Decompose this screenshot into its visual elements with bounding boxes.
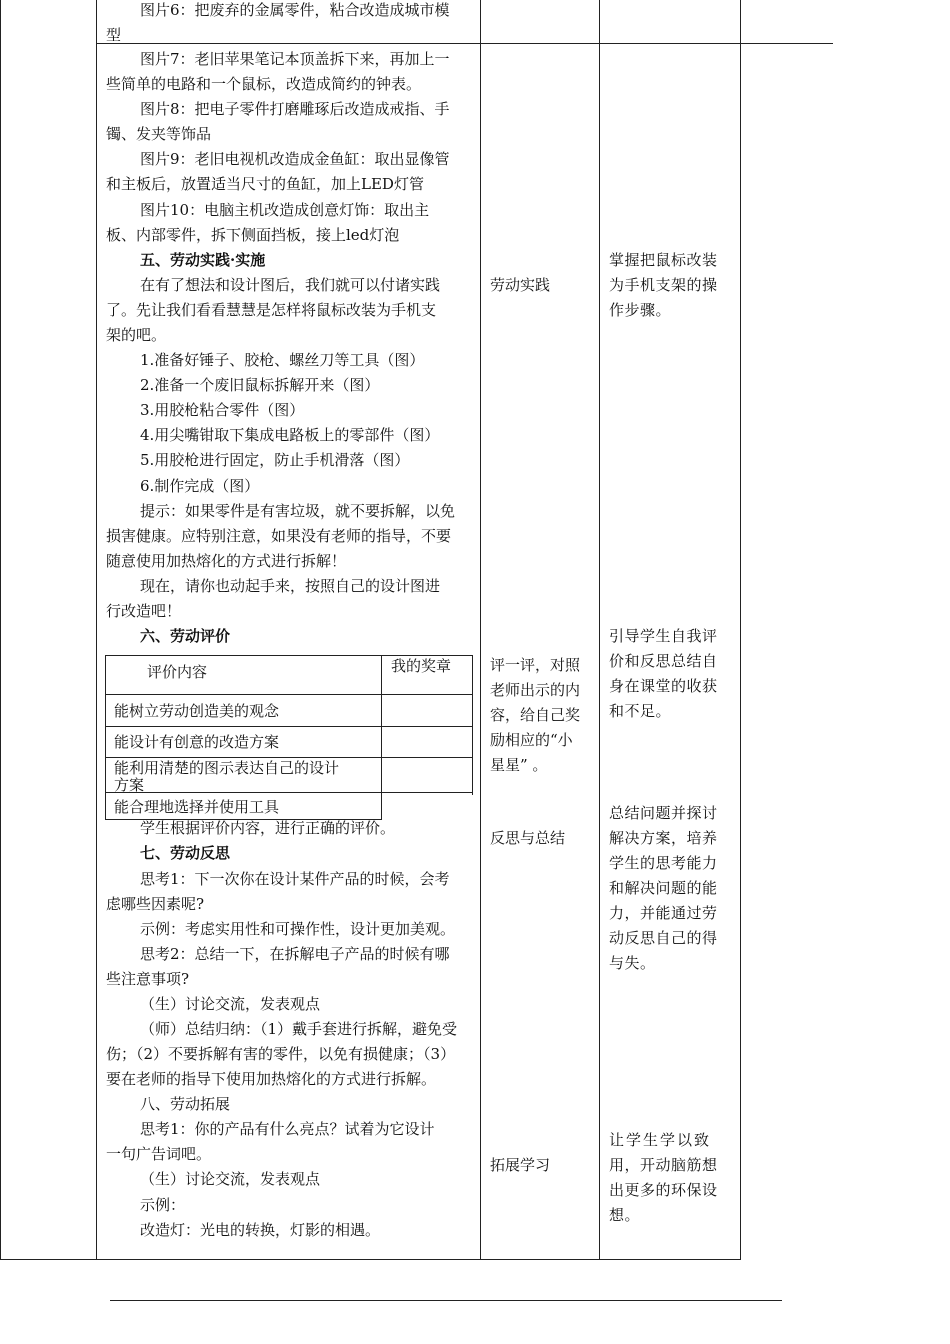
- text-line: （师）总结归纳：（1）戴手套进行拆解，避免受: [140, 1020, 458, 1038]
- evaluation-table: [105, 655, 473, 820]
- intent-practice: [609, 248, 735, 323]
- text-line: 老师出示的内: [490, 681, 581, 699]
- text-line: 星星” 。: [490, 756, 548, 774]
- text-line: 思考1：你的产品有什么亮点？试着为它设计: [140, 1120, 435, 1138]
- text-line: 架的吧。: [106, 326, 167, 344]
- text-line: 镯、发夹等饰品: [106, 125, 212, 143]
- column-divider-1: [96, 0, 97, 1260]
- section-heading-8: 八、劳动拓展: [140, 1095, 231, 1113]
- text-line: 些简单的电路和一个鼠标，改造成简约的钟表。: [106, 75, 422, 93]
- text-line: 学生的思考能力: [609, 854, 718, 872]
- text-line: 伤；（2）不要拆解有害的零件，以免有损健康；（3）: [106, 1045, 456, 1063]
- eval-header-award: 我的奖章: [391, 657, 452, 675]
- section-heading-7: 七、劳动反思: [140, 844, 231, 862]
- text-line: 板、内部零件，拆下侧面挡板，接上led灯泡: [106, 226, 400, 244]
- text-line: 励相应的“小: [490, 731, 573, 749]
- step-item: 5.用胶枪进行固定，防止手机滑落（图）: [140, 451, 410, 469]
- text-line: 动反思自己的得: [609, 929, 718, 947]
- activity-eval: [490, 653, 592, 778]
- text-line: 了。先让我们看看慧慧是怎样将鼠标改装为手机支: [106, 301, 437, 319]
- text-line: 要在老师的指导下使用加热熔化的方式进行拆解。: [106, 1070, 437, 1088]
- intent-reflect: [609, 801, 735, 976]
- text-line: 作步骤。: [609, 301, 672, 319]
- intent-eval: [609, 624, 735, 724]
- text-line: 容，给自己奖: [490, 706, 581, 724]
- text-line: 想。: [609, 1206, 641, 1224]
- text-line: 图片10：电脑主机改造成创意灯饰：取出主: [140, 201, 430, 219]
- text-line: 虑哪些因素呢?: [106, 895, 205, 913]
- text-line: 身在课堂的收获: [609, 677, 718, 695]
- text-line: 在有了想法和设计图后，我们就可以付诸实践: [140, 276, 441, 294]
- text-line: 一句广告词吧。: [106, 1145, 212, 1163]
- text-line: 图片6：把废弃的金属零件，粘合改造成城市模: [140, 1, 450, 19]
- intent-expand: [609, 1128, 735, 1228]
- text-line: 让学生学以致: [609, 1131, 712, 1149]
- text-line: （生）讨论交流，发表观点: [140, 1170, 321, 1188]
- text-line: 图片9：老旧电视机改造成金鱼缸：取出显像管: [140, 150, 450, 168]
- step-item: 1.准备好锤子、胶枪、螺丝刀等工具（图）: [140, 351, 425, 369]
- column-divider-2: [480, 0, 481, 1260]
- text-line: 现在，请你也动起手来，按照自己的设计图进: [140, 577, 441, 595]
- row-divider-top: [96, 43, 833, 44]
- table-right-border: [740, 0, 741, 1260]
- text-line: 用，开动脑筋想: [609, 1156, 718, 1174]
- text-line: 力，并能通过劳: [609, 904, 718, 922]
- text-line: 行改造吧！: [106, 602, 182, 620]
- text-line: 解决方案，培养: [609, 829, 718, 847]
- step-item: 4.用尖嘴钳取下集成电路板上的零部件（图）: [140, 426, 440, 444]
- text-line: 图片7：老旧苹果笔记本顶盖拆下来，再加上一: [140, 50, 450, 68]
- text-line: 思考2：总结一下，在拆解电子产品的时候有哪: [140, 945, 450, 963]
- eval-header-content: 评价内容: [147, 663, 208, 681]
- section-heading-6: 六、劳动评价: [140, 627, 231, 645]
- text-line: 引导学生自我评: [609, 627, 718, 645]
- tip-text: 损害健康。应特别注意，如果没有老师的指导，不要: [106, 527, 452, 545]
- footer-rule: [110, 1300, 782, 1301]
- text-line: 和主板后，放置适当尺寸的鱼缸，加上LED灯管: [106, 175, 424, 193]
- column-divider-3: [599, 0, 600, 1260]
- text-line: 型: [106, 26, 122, 44]
- step-item: 2.准备一个废旧鼠标拆解开来（图）: [140, 376, 380, 394]
- text-line: 价和反思总结自: [609, 652, 718, 670]
- text-line: 示例：考虑实用性和可操作性，设计更加美观。: [140, 920, 456, 938]
- text-line: 与失。: [609, 954, 656, 972]
- text-line: 学生根据评价内容，进行正确的评价。: [140, 819, 396, 837]
- activity-reflect: 反思与总结: [490, 829, 566, 847]
- text-line: 思考1：下一次你在设计某件产品的时候，会考: [140, 870, 450, 888]
- eval-row: 能利用清楚的图示表达自己的设计: [114, 759, 340, 777]
- text-line: 和解决问题的能: [609, 879, 718, 897]
- text-line: 为手机支架的操: [609, 276, 718, 294]
- step-item: 3.用胶枪粘合零件（图）: [140, 401, 305, 419]
- eval-row: 能树立劳动创造美的观念: [114, 702, 280, 720]
- step-item: 6.制作完成（图）: [140, 477, 260, 495]
- text-line: 出更多的环保设: [609, 1181, 718, 1199]
- text-line: 和不足。: [609, 702, 672, 720]
- text-line: 评一评，对照: [490, 656, 581, 674]
- activity-practice: 劳动实践: [490, 276, 551, 294]
- text-line: 些注意事项?: [106, 970, 190, 988]
- text-line: 改造灯：光电的转换，灯影的相遇。: [140, 1221, 381, 1239]
- text-line: 掌握把鼠标改装: [609, 251, 718, 269]
- text-line: 图片8：把电子零件打磨雕琢后改造成戒指、手: [140, 100, 450, 118]
- activity-expand: 拓展学习: [490, 1156, 551, 1174]
- tip-text: 随意使用加热熔化的方式进行拆解！: [106, 552, 347, 570]
- tip-text: 提示：如果零件是有害垃圾，就不要拆解，以免: [140, 502, 456, 520]
- text-line: （生）讨论交流，发表观点: [140, 995, 321, 1013]
- text-line: 示例：: [140, 1196, 186, 1214]
- eval-row: 方案: [114, 776, 145, 794]
- table-bottom-border: [0, 1259, 741, 1260]
- table-left-border: [0, 0, 1, 1260]
- eval-row: 能设计有创意的改造方案: [114, 733, 280, 751]
- eval-row: 能合理地选择并使用工具: [114, 798, 280, 816]
- section-heading-5: 五、劳动实践·实施: [140, 251, 266, 269]
- text-line: 总结问题并探讨: [609, 804, 718, 822]
